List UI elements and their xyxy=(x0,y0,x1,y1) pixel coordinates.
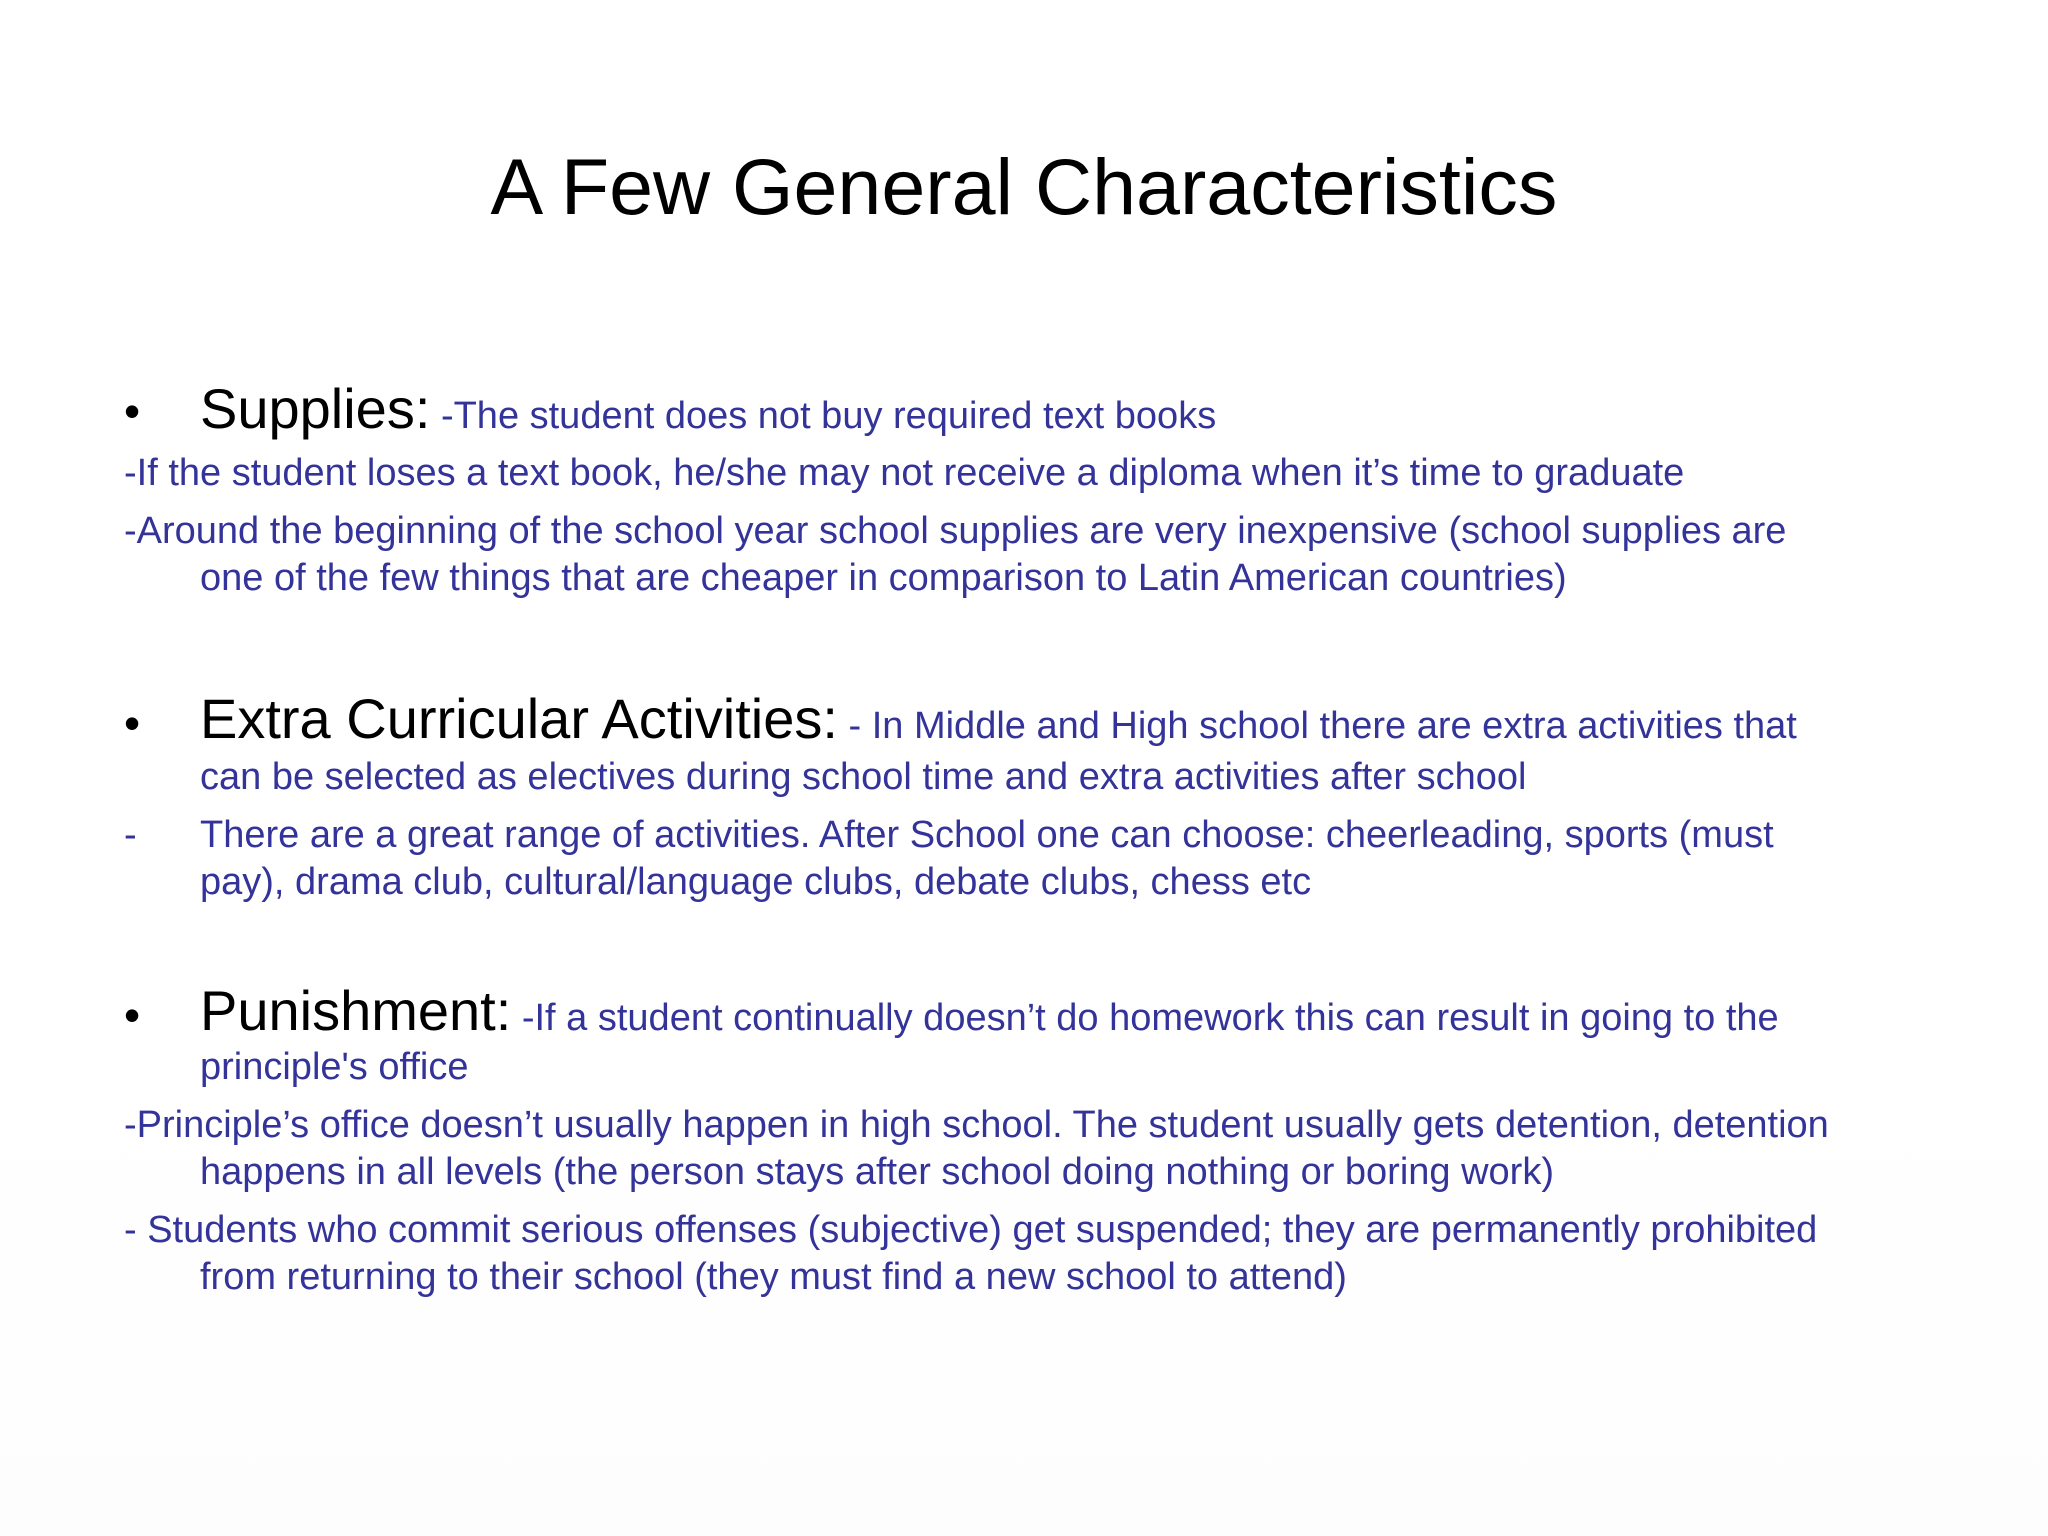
supplies-item-text: -Around the beginning of the school year school supplies are very inexpensive (school supplies are xyxy=(124,510,1787,552)
section-heading: Supplies: xyxy=(200,377,431,440)
bullet-icon: • xyxy=(124,697,141,749)
section-intro-text: - In Middle and High school there are extra activities that xyxy=(848,705,1797,747)
punishment-item-continuation: from returning to their school (they must find a new school to attend) xyxy=(200,1256,1347,1298)
section-intro-text: -If a student continually doesn’t do homework this can result in going to the xyxy=(521,997,1779,1039)
section-heading-line xyxy=(200,685,1797,752)
section-heading-line xyxy=(200,977,1779,1044)
section-intro-text: -The student does not buy required text books xyxy=(440,395,1217,437)
supplies-item-continuation: one of the few things that are cheaper in comparison to Latin American countries) xyxy=(200,557,1567,599)
activities-item-continuation: pay), drama club, cultural/language clubs, debate clubs, chess etc xyxy=(200,861,1312,903)
section-heading: Punishment: xyxy=(200,979,512,1042)
bullet-icon: • xyxy=(124,989,141,1041)
section-intro-continuation: principle's office xyxy=(200,1046,469,1088)
punishment-item-text: - Students who commit serious offenses (subjective) get suspended; they are permanently prohibited xyxy=(124,1209,1818,1251)
supplies-item-text: -If the student loses a text book, he/she may not receive a diploma when it’s time to graduate xyxy=(124,452,1685,494)
dash-marker: - xyxy=(124,814,137,856)
punishment-item-text: -Principle’s office doesn’t usually happen in high school. The student usually gets detention, detention xyxy=(124,1104,1829,1146)
slide-title: A Few General Characteristics xyxy=(490,142,1558,231)
section-heading: Extra Curricular Activities: xyxy=(200,687,838,750)
activities-item-text: There are a great range of activities. After School one can choose: cheerleading, sports (must xyxy=(200,814,1774,856)
section-intro-continuation: can be selected as electives during school time and extra activities after school xyxy=(200,756,1527,798)
bullet-icon: • xyxy=(124,385,141,437)
punishment-item-continuation: happens in all levels (the person stays after school doing nothing or boring work) xyxy=(200,1151,1554,1193)
section-heading-line xyxy=(200,375,1216,442)
